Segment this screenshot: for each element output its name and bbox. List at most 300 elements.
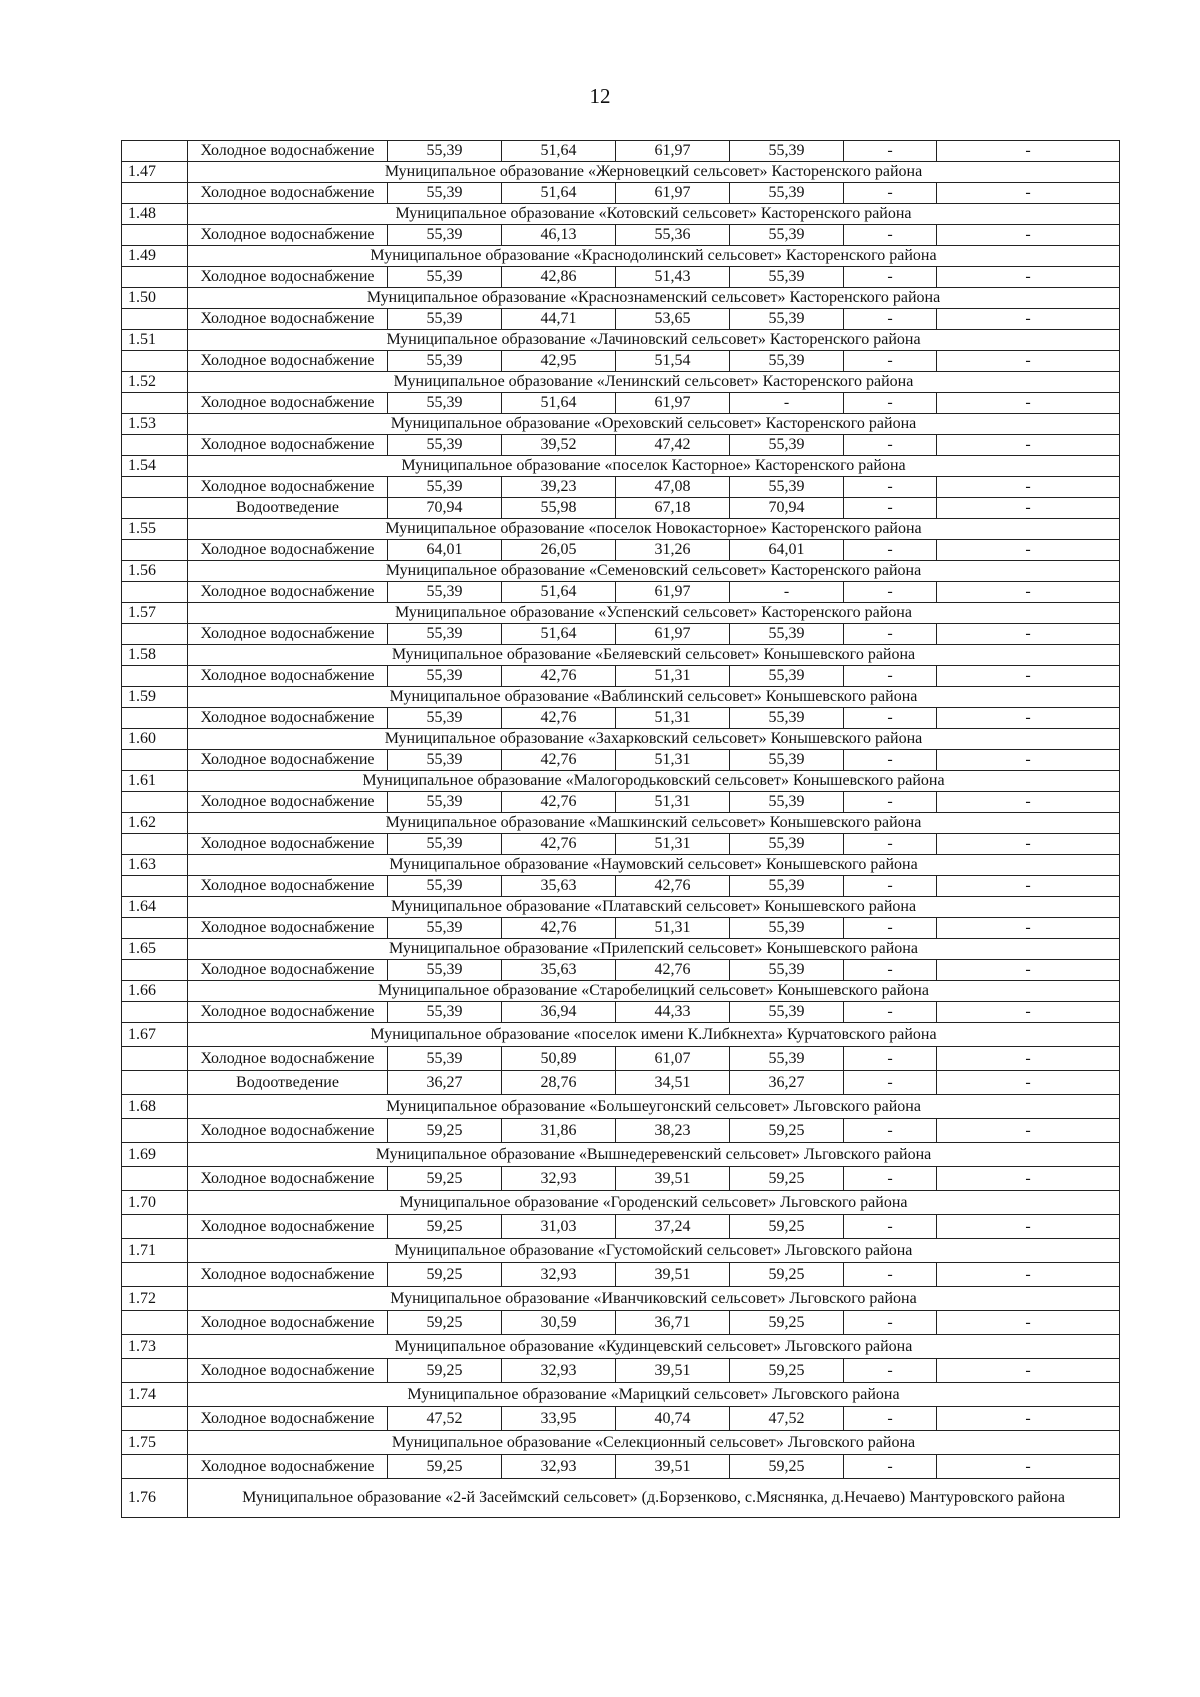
- municipality-title: Муниципальное образование «Марицкий сельсовет» Льговского района: [188, 1383, 1120, 1407]
- service-name: Холодное водоснабжение: [188, 1002, 388, 1023]
- service-name: Холодное водоснабжение: [188, 1167, 388, 1191]
- table-row: [122, 225, 1120, 246]
- row-number: 1.73: [122, 1335, 188, 1359]
- tariff-value: -: [844, 834, 937, 855]
- municipality-title: Муниципальное образование «Иванчиковский сельсовет» Льговского района: [188, 1287, 1120, 1311]
- row-number: 1.65: [122, 939, 188, 960]
- tariff-value: 42,76: [616, 960, 730, 981]
- municipality-row: [122, 645, 1120, 666]
- tariff-value: -: [844, 1167, 937, 1191]
- row-number-empty: [122, 141, 188, 162]
- tariff-value: 55,39: [730, 435, 844, 456]
- tariff-value: 36,94: [502, 1002, 616, 1023]
- table-row: [122, 1047, 1120, 1071]
- tariff-value: 55,39: [388, 393, 502, 414]
- tariff-value: 39,51: [616, 1263, 730, 1287]
- tariff-value: -: [937, 792, 1120, 813]
- municipality-title: Муниципальное образование «Городенский сельсовет» Льговского района: [188, 1191, 1120, 1215]
- row-number-empty: [122, 183, 188, 204]
- tariff-value: 51,31: [616, 666, 730, 687]
- tariff-value: -: [844, 1407, 937, 1431]
- tariff-value: -: [844, 309, 937, 330]
- service-name: Холодное водоснабжение: [188, 1263, 388, 1287]
- table-row: [122, 792, 1120, 813]
- tariff-value: 51,64: [502, 624, 616, 645]
- service-name: Холодное водоснабжение: [188, 183, 388, 204]
- row-number: 1.48: [122, 204, 188, 225]
- tariff-value: 40,74: [616, 1407, 730, 1431]
- tariff-value: -: [937, 1455, 1120, 1479]
- table-row: [122, 1359, 1120, 1383]
- municipality-title: Муниципальное образование «Ваблинский сельсовет» Конышевского района: [188, 687, 1120, 708]
- service-name: Холодное водоснабжение: [188, 477, 388, 498]
- tariff-value: -: [844, 1002, 937, 1023]
- row-number: 1.59: [122, 687, 188, 708]
- service-name: Холодное водоснабжение: [188, 1119, 388, 1143]
- table-row: [122, 750, 1120, 771]
- tariff-value: 55,39: [730, 708, 844, 729]
- table-row: [122, 141, 1120, 162]
- tariff-value: 55,39: [388, 267, 502, 288]
- municipality-title: Муниципальное образование «Краснознаменский сельсовет» Касторенского района: [188, 288, 1120, 309]
- row-number-empty: [122, 834, 188, 855]
- municipality-row: [122, 372, 1120, 393]
- row-number: 1.63: [122, 855, 188, 876]
- tariff-value: 55,39: [388, 1002, 502, 1023]
- tariff-value: 26,05: [502, 540, 616, 561]
- municipality-title: Муниципальное образование «Селекционный сельсовет» Льговского района: [188, 1431, 1120, 1455]
- table-row: [122, 1071, 1120, 1095]
- tariff-value: -: [844, 1047, 937, 1071]
- tariff-value: 30,59: [502, 1311, 616, 1335]
- municipality-title: Муниципальное образование «Беляевский сельсовет» Конышевского района: [188, 645, 1120, 666]
- service-name: Холодное водоснабжение: [188, 225, 388, 246]
- service-name: Холодное водоснабжение: [188, 1407, 388, 1431]
- tariff-value: 55,39: [388, 183, 502, 204]
- row-number-empty: [122, 225, 188, 246]
- service-name: Холодное водоснабжение: [188, 918, 388, 939]
- row-number-empty: [122, 309, 188, 330]
- tariff-value: -: [937, 1311, 1120, 1335]
- tariff-value: -: [937, 267, 1120, 288]
- tariff-value: 55,39: [730, 141, 844, 162]
- row-number: 1.49: [122, 246, 188, 267]
- service-name: Холодное водоснабжение: [188, 435, 388, 456]
- tariff-value: 39,51: [616, 1359, 730, 1383]
- municipality-row: [122, 1383, 1120, 1407]
- tariff-value: -: [844, 183, 937, 204]
- service-name: Холодное водоснабжение: [188, 393, 388, 414]
- tariff-value: 42,76: [502, 666, 616, 687]
- tariff-value: 33,95: [502, 1407, 616, 1431]
- tariff-value: 31,03: [502, 1215, 616, 1239]
- tariff-value: 55,39: [388, 435, 502, 456]
- tariff-value: 39,52: [502, 435, 616, 456]
- row-number-empty: [122, 1167, 188, 1191]
- municipality-title: Муниципальное образование «Котовский сельсовет» Касторенского района: [188, 204, 1120, 225]
- row-number: 1.66: [122, 981, 188, 1002]
- tariff-value: 59,25: [730, 1263, 844, 1287]
- tariff-value: 55,39: [388, 309, 502, 330]
- tariff-value: 55,39: [388, 918, 502, 939]
- tariff-value: 55,39: [388, 582, 502, 603]
- row-number-empty: [122, 624, 188, 645]
- tariff-value: 36,27: [730, 1071, 844, 1095]
- row-number: 1.47: [122, 162, 188, 183]
- row-number: 1.54: [122, 456, 188, 477]
- row-number: 1.61: [122, 771, 188, 792]
- tariff-value: -: [844, 1263, 937, 1287]
- municipality-title: Муниципальное образование «Захарковский сельсовет» Конышевского района: [188, 729, 1120, 750]
- row-number: 1.71: [122, 1239, 188, 1263]
- tariff-value: 55,39: [388, 1047, 502, 1071]
- tariff-value: 55,39: [730, 1002, 844, 1023]
- municipality-row: [122, 1479, 1120, 1518]
- table-row: [122, 309, 1120, 330]
- tariff-value: 67,18: [616, 498, 730, 519]
- tariff-value: 61,07: [616, 1047, 730, 1071]
- tariff-value: -: [844, 666, 937, 687]
- tariff-value: -: [844, 624, 937, 645]
- municipality-row: [122, 246, 1120, 267]
- tariff-value: -: [937, 183, 1120, 204]
- tariff-value: -: [937, 1407, 1120, 1431]
- table-row: [122, 1455, 1120, 1479]
- tariff-value: -: [844, 1119, 937, 1143]
- tariff-value: 55,39: [730, 267, 844, 288]
- row-number-empty: [122, 1359, 188, 1383]
- service-name: Холодное водоснабжение: [188, 666, 388, 687]
- tariff-value: -: [844, 708, 937, 729]
- tariff-value: -: [937, 351, 1120, 372]
- table-row: [122, 498, 1120, 519]
- tariff-value: -: [844, 225, 937, 246]
- tariff-value: -: [937, 876, 1120, 897]
- row-number-empty: [122, 351, 188, 372]
- row-number-empty: [122, 708, 188, 729]
- tariff-value: 59,25: [730, 1455, 844, 1479]
- tariff-value: 59,25: [730, 1167, 844, 1191]
- row-number: 1.68: [122, 1095, 188, 1119]
- service-name: Холодное водоснабжение: [188, 267, 388, 288]
- municipality-title: Муниципальное образование «Наумовский сельсовет» Конышевского района: [188, 855, 1120, 876]
- tariff-value: 59,25: [730, 1359, 844, 1383]
- row-number: 1.75: [122, 1431, 188, 1455]
- municipality-row: [122, 1431, 1120, 1455]
- municipality-row: [122, 939, 1120, 960]
- tariff-value: -: [844, 1311, 937, 1335]
- table-row: [122, 582, 1120, 603]
- service-name: Холодное водоснабжение: [188, 792, 388, 813]
- table-row: [122, 1311, 1120, 1335]
- municipality-row: [122, 414, 1120, 435]
- row-number-empty: [122, 918, 188, 939]
- tariff-value: -: [937, 1263, 1120, 1287]
- tariff-value: -: [937, 225, 1120, 246]
- tariff-value: -: [844, 960, 937, 981]
- row-number: 1.76: [122, 1479, 188, 1518]
- tariff-value: -: [937, 1359, 1120, 1383]
- municipality-title: Муниципальное образование «Ореховский сельсовет» Касторенского района: [188, 414, 1120, 435]
- tariff-value: 42,76: [502, 834, 616, 855]
- tariff-value: 55,39: [730, 1047, 844, 1071]
- tariff-value: 51,31: [616, 918, 730, 939]
- row-number: 1.60: [122, 729, 188, 750]
- table-row: [122, 918, 1120, 939]
- municipality-row: [122, 1095, 1120, 1119]
- service-name: Холодное водоснабжение: [188, 351, 388, 372]
- row-number-empty: [122, 435, 188, 456]
- row-number: 1.69: [122, 1143, 188, 1167]
- tariff-value: 55,39: [388, 351, 502, 372]
- row-number-empty: [122, 792, 188, 813]
- tariff-value: 55,39: [388, 225, 502, 246]
- tariff-value: -: [937, 498, 1120, 519]
- tariff-value: 34,51: [616, 1071, 730, 1095]
- tariff-value: 42,76: [502, 750, 616, 771]
- service-name: Холодное водоснабжение: [188, 309, 388, 330]
- tariff-value: 42,86: [502, 267, 616, 288]
- municipality-title: Муниципальное образование «поселок имени К.Либкнехта» Курчатовского района: [188, 1023, 1120, 1047]
- table-row: [122, 1119, 1120, 1143]
- municipality-row: [122, 813, 1120, 834]
- municipality-row: [122, 1191, 1120, 1215]
- municipality-row: [122, 729, 1120, 750]
- tariff-value: 51,31: [616, 792, 730, 813]
- row-number-empty: [122, 582, 188, 603]
- tariff-value: -: [937, 582, 1120, 603]
- tariff-value: -: [937, 393, 1120, 414]
- tariff-value: 55,39: [730, 792, 844, 813]
- row-number-empty: [122, 666, 188, 687]
- table-row: [122, 960, 1120, 981]
- tariff-value: 55,39: [730, 624, 844, 645]
- table-row: [122, 351, 1120, 372]
- table-row: [122, 834, 1120, 855]
- tariff-value: 61,97: [616, 624, 730, 645]
- row-number: 1.72: [122, 1287, 188, 1311]
- tariff-value: 70,94: [730, 498, 844, 519]
- service-name: Холодное водоснабжение: [188, 141, 388, 162]
- tariff-value: 47,52: [730, 1407, 844, 1431]
- service-name: Холодное водоснабжение: [188, 1311, 388, 1335]
- service-name: Холодное водоснабжение: [188, 1215, 388, 1239]
- tariff-value: 51,64: [502, 141, 616, 162]
- page-number: 12: [589, 84, 611, 108]
- tariff-table: [121, 140, 1120, 1518]
- service-name: Водоотведение: [188, 1071, 388, 1095]
- tariff-value: -: [844, 141, 937, 162]
- municipality-title: Муниципальное образование «Прилепский сельсовет» Конышевского района: [188, 939, 1120, 960]
- service-name: Холодное водоснабжение: [188, 708, 388, 729]
- tariff-value: 31,26: [616, 540, 730, 561]
- tariff-value: 61,97: [616, 393, 730, 414]
- service-name: Холодное водоснабжение: [188, 582, 388, 603]
- row-number-empty: [122, 498, 188, 519]
- table-row: [122, 267, 1120, 288]
- tariff-value: -: [844, 1359, 937, 1383]
- tariff-value: 46,13: [502, 225, 616, 246]
- municipality-row: [122, 288, 1120, 309]
- tariff-value: -: [937, 1167, 1120, 1191]
- municipality-title: Муниципальное образование «поселок Касторное» Касторенского района: [188, 456, 1120, 477]
- municipality-title: Муниципальное образование «Большеугонский сельсовет» Льговского района: [188, 1095, 1120, 1119]
- municipality-title: Муниципальное образование «Лачиновский сельсовет» Касторенского района: [188, 330, 1120, 351]
- tariff-value: -: [937, 1215, 1120, 1239]
- municipality-row: [122, 1287, 1120, 1311]
- tariff-value: -: [937, 750, 1120, 771]
- row-number: 1.74: [122, 1383, 188, 1407]
- tariff-value: -: [937, 624, 1120, 645]
- tariff-value: -: [844, 540, 937, 561]
- tariff-value: 59,25: [388, 1215, 502, 1239]
- tariff-value: 42,76: [616, 876, 730, 897]
- row-number-empty: [122, 1455, 188, 1479]
- tariff-value: 55,39: [730, 351, 844, 372]
- tariff-value: 55,39: [388, 834, 502, 855]
- tariff-value: -: [844, 876, 937, 897]
- municipality-row: [122, 561, 1120, 582]
- service-name: Холодное водоснабжение: [188, 1359, 388, 1383]
- tariff-value: 59,25: [388, 1119, 502, 1143]
- tariff-value: -: [844, 1071, 937, 1095]
- tariff-value: -: [937, 540, 1120, 561]
- tariff-value: 55,39: [730, 309, 844, 330]
- row-number: 1.53: [122, 414, 188, 435]
- tariff-value: 51,31: [616, 708, 730, 729]
- row-number: 1.58: [122, 645, 188, 666]
- tariff-value: 35,63: [502, 960, 616, 981]
- tariff-value: 55,39: [730, 183, 844, 204]
- tariff-value: 59,25: [730, 1215, 844, 1239]
- tariff-value: 59,25: [388, 1167, 502, 1191]
- tariff-value: 59,25: [388, 1263, 502, 1287]
- tariff-value: -: [844, 267, 937, 288]
- row-number-empty: [122, 1071, 188, 1095]
- row-number-empty: [122, 267, 188, 288]
- tariff-value: -: [937, 1071, 1120, 1095]
- table-row: [122, 183, 1120, 204]
- row-number-empty: [122, 393, 188, 414]
- tariff-value: -: [844, 582, 937, 603]
- tariff-value: 55,39: [730, 834, 844, 855]
- tariff-value: -: [844, 477, 937, 498]
- tariff-value: 51,43: [616, 267, 730, 288]
- tariff-value: 59,25: [388, 1359, 502, 1383]
- tariff-value: 59,25: [730, 1311, 844, 1335]
- row-number-empty: [122, 1215, 188, 1239]
- table-row: [122, 435, 1120, 456]
- row-number: 1.51: [122, 330, 188, 351]
- tariff-value: -: [730, 393, 844, 414]
- tariff-value: -: [937, 477, 1120, 498]
- municipality-row: [122, 1335, 1120, 1359]
- tariff-value: -: [844, 393, 937, 414]
- tariff-value: 39,23: [502, 477, 616, 498]
- table-row: [122, 666, 1120, 687]
- row-number: 1.52: [122, 372, 188, 393]
- municipality-title: Муниципальное образование «2-й Засеймский сельсовет» (д.Борзенково, с.Мяснянка, д.Нечаево) Мантуровского района: [188, 1479, 1120, 1518]
- municipality-title: Муниципальное образование «Старобелицкий сельсовет» Конышевского района: [188, 981, 1120, 1002]
- tariff-value: -: [844, 792, 937, 813]
- service-name: Холодное водоснабжение: [188, 624, 388, 645]
- tariff-table-body: [122, 141, 1120, 1518]
- tariff-value: 55,39: [730, 225, 844, 246]
- tariff-value: 64,01: [730, 540, 844, 561]
- municipality-row: [122, 687, 1120, 708]
- service-name: Холодное водоснабжение: [188, 876, 388, 897]
- table-row: [122, 477, 1120, 498]
- row-number-empty: [122, 876, 188, 897]
- service-name: Холодное водоснабжение: [188, 1047, 388, 1071]
- municipality-title: Муниципальное образование «Платавский сельсовет» Конышевского района: [188, 897, 1120, 918]
- tariff-value: 36,27: [388, 1071, 502, 1095]
- municipality-row: [122, 519, 1120, 540]
- tariff-value: 55,39: [388, 141, 502, 162]
- row-number-empty: [122, 750, 188, 771]
- tariff-value: 51,54: [616, 351, 730, 372]
- row-number: 1.67: [122, 1023, 188, 1047]
- tariff-value: -: [937, 435, 1120, 456]
- tariff-value: -: [937, 1002, 1120, 1023]
- tariff-value: 53,65: [616, 309, 730, 330]
- municipality-title: Муниципальное образование «Семеновский сельсовет» Касторенского района: [188, 561, 1120, 582]
- tariff-value: 39,51: [616, 1455, 730, 1479]
- tariff-value: 51,64: [502, 393, 616, 414]
- table-row: [122, 393, 1120, 414]
- table-row: [122, 1002, 1120, 1023]
- tariff-value: 55,39: [730, 750, 844, 771]
- municipality-row: [122, 1143, 1120, 1167]
- tariff-value: 31,86: [502, 1119, 616, 1143]
- tariff-value: 51,64: [502, 582, 616, 603]
- tariff-value: 61,97: [616, 141, 730, 162]
- row-number: 1.50: [122, 288, 188, 309]
- service-name: Холодное водоснабжение: [188, 1455, 388, 1479]
- row-number-empty: [122, 1047, 188, 1071]
- tariff-value: 55,39: [388, 708, 502, 729]
- municipality-title: Муниципальное образование «поселок Новокасторное» Касторенского района: [188, 519, 1120, 540]
- row-number: 1.64: [122, 897, 188, 918]
- municipality-row: [122, 1239, 1120, 1263]
- tariff-value: 28,76: [502, 1071, 616, 1095]
- tariff-value: 64,01: [388, 540, 502, 561]
- service-name: Холодное водоснабжение: [188, 960, 388, 981]
- table-row: [122, 1215, 1120, 1239]
- tariff-value: 59,25: [730, 1119, 844, 1143]
- tariff-value: 35,63: [502, 876, 616, 897]
- service-name: Водоотведение: [188, 498, 388, 519]
- table-row: [122, 708, 1120, 729]
- row-number: 1.62: [122, 813, 188, 834]
- municipality-row: [122, 204, 1120, 225]
- municipality-title: Муниципальное образование «Вышнедеревенский сельсовет» Льговского района: [188, 1143, 1120, 1167]
- tariff-value: 51,31: [616, 834, 730, 855]
- tariff-value: -: [937, 708, 1120, 729]
- tariff-value: 55,39: [388, 876, 502, 897]
- municipality-row: [122, 330, 1120, 351]
- tariff-value: 42,76: [502, 918, 616, 939]
- tariff-value: 55,39: [388, 750, 502, 771]
- tariff-value: -: [844, 1455, 937, 1479]
- row-number: 1.70: [122, 1191, 188, 1215]
- row-number-empty: [122, 477, 188, 498]
- tariff-value: 42,95: [502, 351, 616, 372]
- table-row: [122, 540, 1120, 561]
- tariff-value: 47,42: [616, 435, 730, 456]
- row-number: 1.55: [122, 519, 188, 540]
- municipality-row: [122, 981, 1120, 1002]
